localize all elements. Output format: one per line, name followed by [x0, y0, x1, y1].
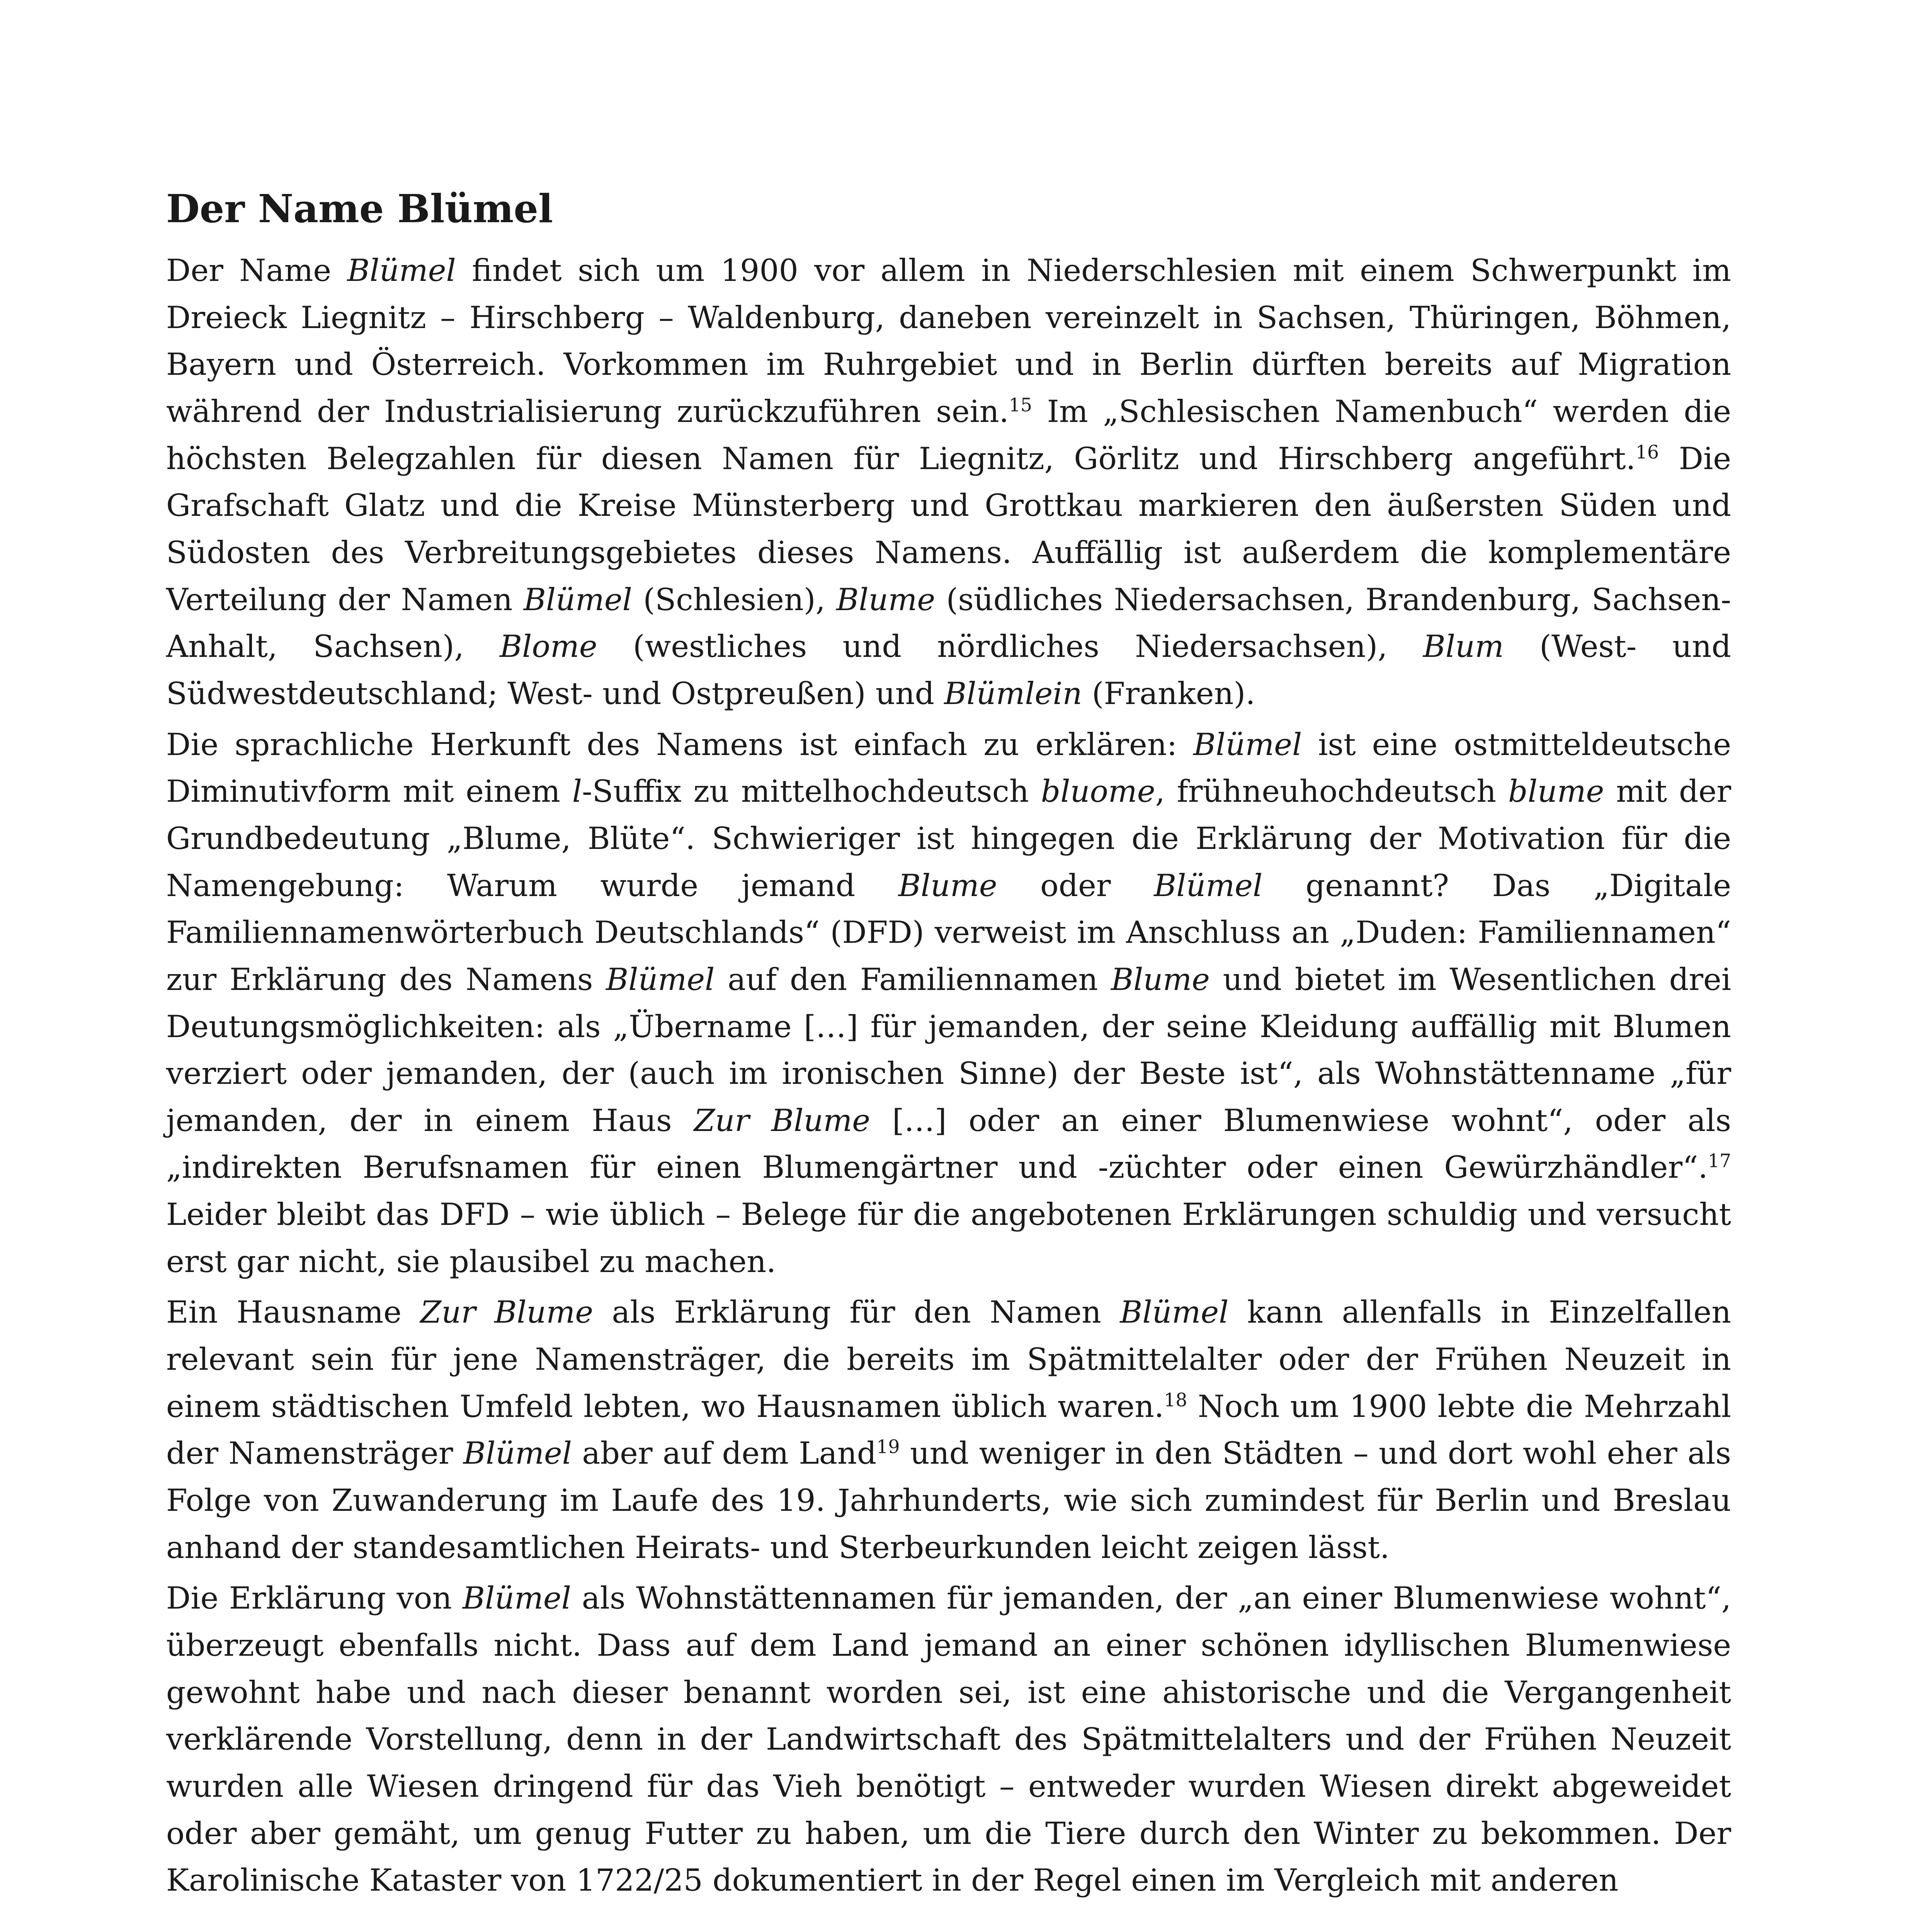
- body-text: [166, 247, 1731, 1904]
- paragraph: Die sprachliche Herkunft des Namens ist einfach zu erklären: Blümel ist eine ostmitteldeutsche Diminutivform mit einem l-Suffix zu mittelhochdeutsch bluome, frühneuhochdeutsch blume mit der Grundbedeutung „Blume, Blüte“. Schwieriger ist hingegen die Erklärung der Motivation für die Namengebung: Warum wurde jemand Blume oder Blümel genannt? Das „Digitale Familiennamenwörterbuch Deutschlands“ (DFD) verweist im Anschluss an „Duden: Familiennamen“ zur Erklärung des Namens Blümel auf den Familiennamen Blume und bietet im Wesentlichen drei Deutungsmöglichkeiten: als „Übername […] für jemanden, der seine Kleidung auffällig mit Blumen verziert oder jemanden, der (auch im ironischen Sinne) der Beste ist“, als Wohnstättenname „für jemanden, der in einem Haus Zur Blume […] oder an einer Blumenwiese wohnt“, oder als „indirekten Berufsnamen für einen Blumengärtner und -züchter oder einen Gewürzhändler“.$^{17}$ Leider bleibt das DFD – wie üblich – Belege für die angebotenen Erklärungen schuldig und versucht erst gar nicht, sie plausibel zu machen.: [166, 726, 1732, 1279]
- paragraph: Der Name Blümel findet sich um 1900 vor allem in Niederschlesien mit einem Schwerpunkt im Dreieck Liegnitz – Hirschberg – Waldenburg, daneben vereinzelt in Sachsen, Thüringen, Böhmen, Bayern und Österreich. Vorkommen im Ruhrgebiet und in Berlin dürften bereits auf Migration während der Industrialisierung zurückzuführen sein.$^{15}$ Im „Schlesischen Namenbuch“ werden die höchsten Belegzahlen für diesen Namen für Liegnitz, Görlitz und Hirschberg angeführt.$^{16}$ Die Grafschaft Glatz und die Kreise Münsterberg und Grottkau markieren den äußersten Süden und Südosten des Verbreitungsgebietes dieses Namens. Auffällig ist außerdem die komplementäre Verteilung der Namen Blümel (Schlesien), Blume (südliches Niedersachsen, Brandenburg, Sachsen-Anhalt, Sachsen), Blome (westliches und nördliches Niedersachsen), Blum (West- und Südwestdeutschland; West- und Ostpreußen) und Blümlein (Franken).: [166, 253, 1731, 711]
- section-title: Der Name Blümel: [166, 186, 553, 231]
- paragraph: Die Erklärung von Blümel als Wohnstättennamen für jemanden, der „an einer Blumenwiese wohnt“, überzeugt ebenfalls nicht. Dass auf dem Land jemand an einer schönen idyllischen Blumenwiese gewohnt habe und nach dieser benannt worden sei, ist eine ahistorische und die Vergangenheit verklärende Vorstellung, denn in der Landwirtschaft des Spätmittelalters und der Frühen Neuzeit wurden alle Wiesen dringend für das Vieh benötigt – entweder wurden Wiesen direkt abgeweidet oder aber gemäht, um genug Futter zu haben, um die Tiere durch den Winter zu bekommen. Der Karolinische Kataster von 1722/25 dokumentiert in der Regel einen im Vergleich mit anderen: [166, 1580, 1731, 1898]
- paragraph: Ein Hausname Zur Blume als Erklärung für den Namen Blümel kann allenfalls in Einzelfallen relevant sein für jene Namensträger, die bereits im Spätmittelalter oder der Frühen Neuzeit in einem städtischen Umfeld lebten, wo Hausnamen üblich waren.$^{18}$ Noch um 1900 lebte die Mehrzahl der Namensträger Blümel aber auf dem Land$^{19}$ und weniger in den Städten – und dort wohl eher als Folge von Zuwanderung im Laufe des 19. Jahrhunderts, wie sich zumindest für Berlin und Breslau anhand der standesamtlichen Heirats- und Sterbeurkunden leicht zeigen lässt.: [166, 1294, 1732, 1565]
